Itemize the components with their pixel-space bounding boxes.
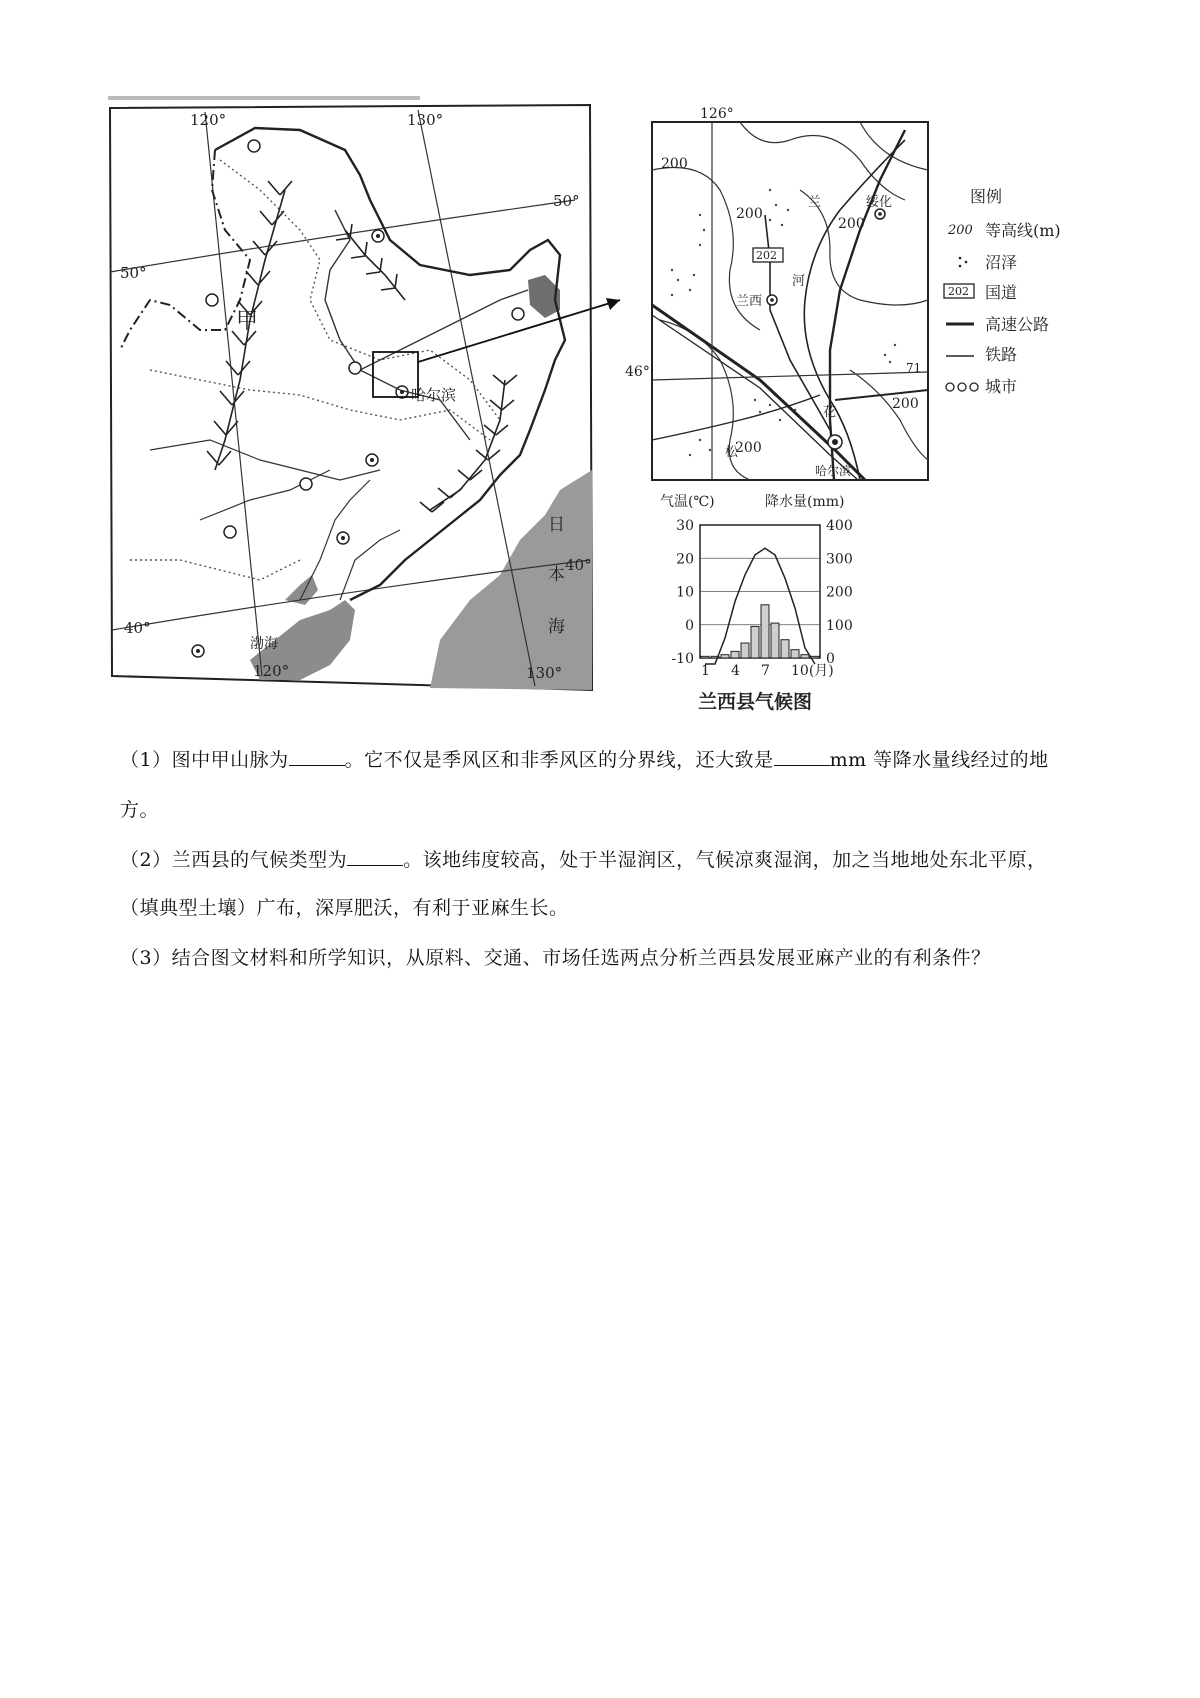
main-map [110, 105, 620, 690]
legend-label-city: 城市 [985, 377, 1018, 396]
lbl-river-song: 松 [725, 445, 739, 460]
question-1-line-1 [120, 746, 1100, 774]
detail-map-frame [652, 122, 928, 480]
question-2-line-1 [120, 846, 1100, 874]
chart-bar-month-7 [761, 605, 769, 658]
legend-label-rail: 铁路 [985, 345, 1018, 364]
q2-blank-1[interactable] [347, 847, 403, 866]
lbl-lon-120-top: 120° [190, 111, 227, 129]
chart-bar-month-5 [741, 643, 749, 658]
chart-x-tick-0: 1 [701, 663, 710, 679]
chart-bar-month-3 [721, 655, 729, 658]
lbl-lon-130-bottom: 130° [526, 664, 563, 682]
q1-blank-2[interactable] [774, 747, 830, 766]
lbl-lat-50-left: 50° [120, 264, 147, 282]
lbl-river-lan: 兰 [808, 195, 822, 210]
chart-x-tick-1: 4 [731, 663, 740, 679]
q2-text-b: 。该地纬度较高，处于半湿润区，气候凉爽湿润，加之当地地处东北平原， [403, 849, 1047, 871]
legend-label-highway: 高速公路 [985, 315, 1050, 334]
lbl-suihua: 绥化 [866, 195, 893, 210]
maps-svg [0, 0, 1200, 730]
lbl-sea-bohai: 渤海 [250, 636, 278, 652]
lbl-road-202: 202 [756, 249, 777, 262]
lbl-river-hua: 花 [823, 405, 837, 420]
chart-bar-month-1 [701, 656, 709, 658]
chart-y-left-tick-4: -10 [671, 651, 694, 667]
chart-ylabel-left: 气温(℃) [660, 494, 715, 510]
lbl-lanxi: 兰西 [736, 294, 763, 309]
q2-text-a: （2）兰西县的气候类型为 [120, 849, 348, 871]
chart-y-right-tick-3: 100 [826, 617, 853, 634]
legend-symbol-marsh [959, 257, 968, 268]
question-2-line-2: （填典型土壤）广布，深厚肥沃，有利于亚麻生长。 [120, 897, 569, 919]
q1-text-a: （1）图中甲山脉为 [120, 749, 289, 771]
question-1-line-2: 方。 [120, 799, 160, 821]
lbl-mountain-jia: 甲 [236, 309, 259, 334]
lbl-harbin-main: 哈尔滨 [411, 386, 457, 404]
chart-ylabel-right: 降水量(mm) [765, 494, 845, 510]
lbl-contour-a: 200 [661, 156, 688, 172]
chart-bar-month-8 [771, 623, 779, 658]
q1-text-c: mm 等降水量线经过的地 [829, 749, 1049, 771]
legend-symbol-city [946, 383, 978, 391]
chart-x-tick-3: 10(月) [791, 663, 834, 679]
lbl-contour-e: 200 [735, 440, 762, 456]
legend-label-marsh: 沼泽 [985, 253, 1018, 272]
lbl-contour-c: 200 [838, 216, 865, 232]
lbl-sea-japan-2: 本 [548, 565, 565, 585]
legend-symbol-contour: 200 [948, 223, 973, 238]
chart-title: 兰西县气候图 [698, 691, 813, 713]
lbl-road-71: 71 [906, 361, 922, 375]
chart-x-ticks [701, 663, 834, 679]
chart-y-right-tick-4: 0 [826, 651, 835, 667]
chart-bar-month-6 [751, 626, 759, 658]
chart-bar-month-4 [731, 651, 739, 658]
lbl-lat-40-right: 40° [565, 556, 592, 574]
lbl-lon-130-top: 130° [407, 111, 444, 129]
chart-y-left-tick-3: 0 [685, 617, 694, 634]
detail-map [625, 106, 1061, 480]
lbl-sea-japan-3: 海 [548, 617, 565, 637]
chart-y-left-tick-1: 20 [676, 551, 694, 568]
lbl-lat-50-right: 50° [553, 192, 580, 210]
chart-y-right-tick-2: 200 [826, 584, 853, 601]
inset-arrow-head [606, 298, 620, 310]
lbl-lat-40-left: 40° [124, 619, 151, 637]
chart-y-left-tick-2: 10 [676, 584, 694, 601]
lbl-contour-d: 200 [892, 396, 919, 412]
figure-area [0, 0, 1200, 730]
lbl-lon-126: 126° [700, 106, 734, 122]
legend-label-national-road: 国道 [985, 283, 1018, 302]
legend-symbol-road: 202 [948, 285, 969, 298]
lbl-river-he: 河 [792, 274, 806, 289]
chart-y-right-tick-0: 400 [826, 518, 853, 534]
question-3-line-1: （3）结合图文材料和所学知识，从原料、交通、市场任选两点分析兰西县发展亚麻产业的有利条件？ [120, 947, 991, 969]
lbl-harbin-detail: 哈尔滨 [815, 464, 852, 478]
lbl-lat-46: 46° [625, 364, 650, 380]
chart-x-tick-2: 7 [761, 663, 770, 679]
chart-bar-month-12 [811, 656, 819, 658]
legend-title: 图例 [970, 187, 1003, 206]
q1-blank-1[interactable] [289, 747, 345, 766]
lbl-lon-120-bottom: 120° [253, 662, 290, 680]
chart-bar-month-9 [781, 640, 789, 658]
chart-y-left-tick-0: 30 [676, 518, 694, 534]
chart-y-left-ticks [671, 518, 694, 667]
lbl-contour-b: 200 [736, 206, 763, 222]
lbl-sea-japan-1: 日 [548, 515, 565, 535]
chart-y-right-ticks [826, 518, 853, 667]
legend-symbols [944, 223, 978, 391]
chart-y-right-tick-1: 300 [826, 551, 853, 568]
chart-bar-month-11 [801, 655, 809, 658]
chart-bar-month-10 [791, 650, 799, 658]
climate-chart [660, 493, 853, 713]
legend-label-contour: 等高线(m) [985, 221, 1061, 240]
q1-text-b: 。它不仅是季风区和非季风区的分界线，还大致是 [344, 749, 774, 771]
